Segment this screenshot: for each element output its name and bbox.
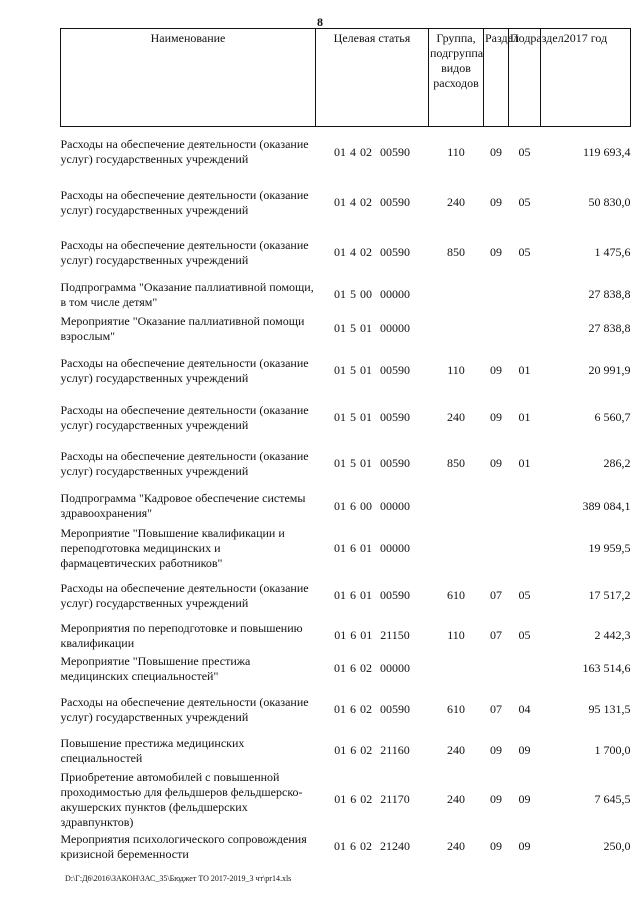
target-article-part: 01 <box>360 410 372 424</box>
file-path-footer: D:\Г:Д6\2016\ЗАКОН\ЗАС_35\Бюджет ТО 2017-2019_3 чт\pr14.xls <box>65 874 292 883</box>
header-target-article: Целевая статья <box>316 29 429 127</box>
target-article-part: 00000 <box>380 540 410 555</box>
target-article-part: 02 <box>360 245 372 259</box>
row-group: 110 <box>447 144 465 159</box>
table-row <box>61 440 631 488</box>
table-row <box>61 572 631 620</box>
row-group: 240 <box>447 743 465 757</box>
row-name: Мероприятие "Повышение квалификации и переподготовка медицинских и фармацевтических работников" <box>60 525 285 570</box>
row-subsection <box>509 488 541 525</box>
row-group: 610 <box>447 702 465 716</box>
row-amount: 27 838,8 <box>588 321 631 335</box>
row-name: Мероприятия психологического сопровождения кризисной беременности <box>60 831 307 861</box>
target-article-part: 00590 <box>380 702 410 716</box>
row-target-article <box>316 228 429 278</box>
row-subsection: 01 <box>518 363 531 377</box>
target-article-part: 00590 <box>380 144 410 159</box>
row-subsection: 09 <box>518 839 531 853</box>
header-subsection: Подраздел <box>509 29 541 127</box>
row-section <box>484 488 509 525</box>
row-group: 610 <box>447 588 465 602</box>
header-year: 2017 год <box>541 29 631 127</box>
table-row <box>61 652 631 686</box>
row-amount: 1 700,0 <box>594 743 631 757</box>
table-row <box>61 620 631 652</box>
table-header-row <box>61 29 631 127</box>
row-name: Расходы на обеспечение деятельности (оказание услуг) государственных учреждений <box>60 187 309 217</box>
row-subsection: 01 <box>518 410 531 424</box>
row-target-article <box>316 127 429 178</box>
row-subsection <box>509 652 541 686</box>
table-body <box>61 127 631 862</box>
target-article-part: 01 <box>334 498 346 513</box>
target-article-part: 01 <box>334 410 346 424</box>
row-section: 09 <box>490 245 502 259</box>
row-section: 09 <box>490 144 502 159</box>
target-article-part: 4 <box>350 245 356 259</box>
target-article-part: 02 <box>360 743 373 757</box>
target-article-part: 01 <box>360 628 373 642</box>
table-row <box>61 278 631 312</box>
target-article-part: 5 <box>350 321 356 335</box>
target-article-part: 01 <box>334 702 346 716</box>
target-article-part: 01 <box>334 540 346 555</box>
target-article-part: 6 <box>350 661 356 675</box>
target-article-part: 02 <box>360 661 372 675</box>
table-row <box>61 396 631 440</box>
target-article-part: 5 <box>350 410 356 424</box>
row-subsection: 09 <box>518 743 531 757</box>
table-row <box>61 686 631 734</box>
row-group: 110 <box>447 363 465 377</box>
target-article-part: 5 <box>350 363 356 377</box>
target-article-part: 01 <box>334 743 347 757</box>
row-group: 240 <box>447 792 465 806</box>
table-row <box>61 127 631 178</box>
row-target-article <box>316 572 429 620</box>
row-subsection: 04 <box>518 702 531 716</box>
row-name: Расходы на обеспечение деятельности (оказание услуг) государственных учреждений <box>60 694 309 724</box>
target-article-part: 6 <box>350 792 357 806</box>
row-name: Расходы на обеспечение деятельности (оказание услуг) государственных учреждений <box>60 402 309 432</box>
row-subsection <box>509 525 541 572</box>
header-group: Группа, подгруппа видов расходов <box>429 29 484 127</box>
target-article-part: 02 <box>360 839 372 853</box>
row-amount: 20 991,9 <box>588 363 631 377</box>
target-article-part: 21160 <box>380 743 410 757</box>
target-article-part: 00590 <box>380 456 410 470</box>
row-name: Подпрограмма "Оказание паллиативной помощи, в том числе детям" <box>60 279 314 309</box>
row-section <box>484 525 509 572</box>
row-group: 850 <box>447 456 465 470</box>
row-amount: 163 514,6 <box>582 661 631 675</box>
row-target-article <box>316 768 429 832</box>
target-article-part: 00000 <box>380 287 410 301</box>
target-article-part: 6 <box>350 498 356 513</box>
target-article-part: 01 <box>334 792 347 806</box>
target-article-part: 21150 <box>380 628 410 642</box>
row-amount: 1 475,6 <box>594 245 631 259</box>
row-target-article <box>316 312 429 346</box>
row-section <box>484 652 509 686</box>
target-article-part: 00590 <box>380 410 410 424</box>
target-article-part: 6 <box>350 743 357 757</box>
target-article-part: 5 <box>350 456 356 470</box>
target-article-part: 01 <box>360 588 372 602</box>
row-target-article <box>316 396 429 440</box>
row-name: Приобретение автомобилей с повышенной проходимостью для фельдшеров фельдшерско-акушерских пунктов (фельдшерских здравпунктов) <box>60 769 303 829</box>
target-article-part: 01 <box>334 245 346 259</box>
row-section: 09 <box>490 195 502 209</box>
row-target-article <box>316 620 429 652</box>
row-target-article <box>316 832 429 862</box>
row-group <box>429 525 484 572</box>
target-article-part: 00 <box>360 287 372 301</box>
row-amount: 2 442,3 <box>594 628 631 642</box>
target-article-part: 00000 <box>380 661 410 675</box>
target-article-part: 01 <box>334 661 346 675</box>
row-section <box>484 312 509 346</box>
row-name: Мероприятие "Повышение престижа медицинских специальностей" <box>60 653 251 683</box>
row-subsection: 01 <box>518 456 531 470</box>
row-target-article <box>316 652 429 686</box>
row-subsection: 05 <box>518 195 531 209</box>
target-article-part: 01 <box>360 321 372 335</box>
row-target-article <box>316 346 429 396</box>
row-subsection: 09 <box>518 792 531 806</box>
row-name: Расходы на обеспечение деятельности (оказание услуг) государственных учреждений <box>60 355 309 385</box>
table-row <box>61 178 631 228</box>
target-article-part: 01 <box>334 195 346 209</box>
row-group: 240 <box>447 195 465 209</box>
row-name: Расходы на обеспечение деятельности (оказание услуг) государственных учреждений <box>60 237 309 267</box>
target-article-part: 21170 <box>380 792 410 806</box>
row-target-article <box>316 488 429 525</box>
row-amount: 19 959,5 <box>588 540 631 555</box>
row-amount: 389 084,1 <box>582 498 631 513</box>
row-amount: 50 830,0 <box>588 195 631 209</box>
row-section: 07 <box>490 702 502 716</box>
target-article-part: 02 <box>360 144 372 159</box>
target-article-part: 02 <box>360 792 373 806</box>
row-amount: 286,2 <box>603 456 631 470</box>
table-row <box>61 734 631 768</box>
row-group: 240 <box>447 410 465 424</box>
target-article-part: 01 <box>360 456 372 470</box>
target-article-part: 21240 <box>380 839 410 853</box>
target-article-part: 6 <box>350 628 357 642</box>
row-target-article <box>316 178 429 228</box>
target-article-part: 5 <box>350 287 356 301</box>
row-section: 09 <box>490 743 502 757</box>
target-article-part: 01 <box>334 628 347 642</box>
page-number: 8 <box>317 15 323 29</box>
row-amount: 17 517,2 <box>588 588 631 602</box>
row-section: 09 <box>490 839 502 853</box>
budget-table <box>60 28 631 862</box>
row-section: 09 <box>490 456 502 470</box>
row-name: Расходы на обеспечение деятельности (оказание услуг) государственных учреждений <box>60 448 309 478</box>
row-section: 07 <box>490 588 502 602</box>
target-article-part: 00000 <box>380 498 410 513</box>
row-section <box>484 278 509 312</box>
row-amount: 119 693,4 <box>582 144 631 159</box>
row-group <box>429 488 484 525</box>
target-article-part: 02 <box>360 702 372 716</box>
target-article-part: 01 <box>334 321 346 335</box>
row-group: 110 <box>447 628 465 642</box>
target-article-part: 01 <box>360 363 372 377</box>
row-name: Мероприятие "Оказание паллиативной помощи взрослым" <box>60 313 305 343</box>
target-article-part: 01 <box>334 456 346 470</box>
target-article-part: 00000 <box>380 321 410 335</box>
target-article-part: 6 <box>350 702 356 716</box>
target-article-part: 6 <box>350 540 356 555</box>
row-target-article <box>316 440 429 488</box>
target-article-part: 00590 <box>380 363 410 377</box>
row-group <box>429 312 484 346</box>
row-name: Подпрограмма "Кадровое обеспечение системы здравоохранения" <box>60 491 306 520</box>
row-subsection <box>509 278 541 312</box>
row-section: 09 <box>490 410 502 424</box>
row-group: 240 <box>447 839 465 853</box>
row-subsection: 05 <box>518 144 531 159</box>
table-row <box>61 768 631 832</box>
target-article-part: 6 <box>350 839 356 853</box>
row-target-article <box>316 525 429 572</box>
row-subsection <box>509 312 541 346</box>
row-section: 09 <box>490 363 502 377</box>
row-section: 07 <box>490 628 502 642</box>
target-article-part: 01 <box>334 588 346 602</box>
target-article-part: 00 <box>360 498 372 513</box>
row-subsection: 05 <box>518 245 531 259</box>
row-amount: 7 645,5 <box>594 792 631 806</box>
table-row <box>61 488 631 525</box>
table-row <box>61 312 631 346</box>
row-amount: 6 560,7 <box>594 410 631 424</box>
row-amount: 250,0 <box>603 839 631 853</box>
row-subsection: 05 <box>518 628 531 642</box>
target-article-part: 01 <box>360 540 372 555</box>
row-target-article <box>316 686 429 734</box>
table-row <box>61 832 631 862</box>
table-row <box>61 346 631 396</box>
target-article-part: 00590 <box>380 588 410 602</box>
row-section: 09 <box>490 792 502 806</box>
target-article-part: 4 <box>350 144 356 159</box>
row-group: 850 <box>447 245 465 259</box>
target-article-part: 02 <box>360 195 372 209</box>
row-name: Расходы на обеспечение деятельности (оказание услуг) государственных учреждений <box>60 137 309 167</box>
row-name: Повышение престижа медицинских специальностей <box>60 735 245 765</box>
row-name: Расходы на обеспечение деятельности (оказание услуг) государственных учреждений <box>60 580 309 610</box>
target-article-part: 00590 <box>380 245 410 259</box>
row-amount: 95 131,5 <box>588 702 631 716</box>
target-article-part: 01 <box>334 363 346 377</box>
header-section: Раздел <box>484 29 509 127</box>
target-article-part: 4 <box>350 195 356 209</box>
table-row <box>61 525 631 572</box>
target-article-part: 01 <box>334 287 346 301</box>
header-name: Наименование <box>61 29 316 127</box>
row-target-article <box>316 278 429 312</box>
row-subsection: 05 <box>518 588 531 602</box>
row-group <box>429 278 484 312</box>
row-group <box>429 652 484 686</box>
table-row <box>61 228 631 278</box>
row-target-article <box>316 734 429 768</box>
row-amount: 27 838,8 <box>588 287 631 301</box>
row-name: Мероприятия по переподготовке и повышению квалификации <box>60 620 303 650</box>
target-article-part: 6 <box>350 588 356 602</box>
target-article-part: 00590 <box>380 195 410 209</box>
target-article-part: 01 <box>334 144 346 159</box>
target-article-part: 01 <box>334 839 346 853</box>
